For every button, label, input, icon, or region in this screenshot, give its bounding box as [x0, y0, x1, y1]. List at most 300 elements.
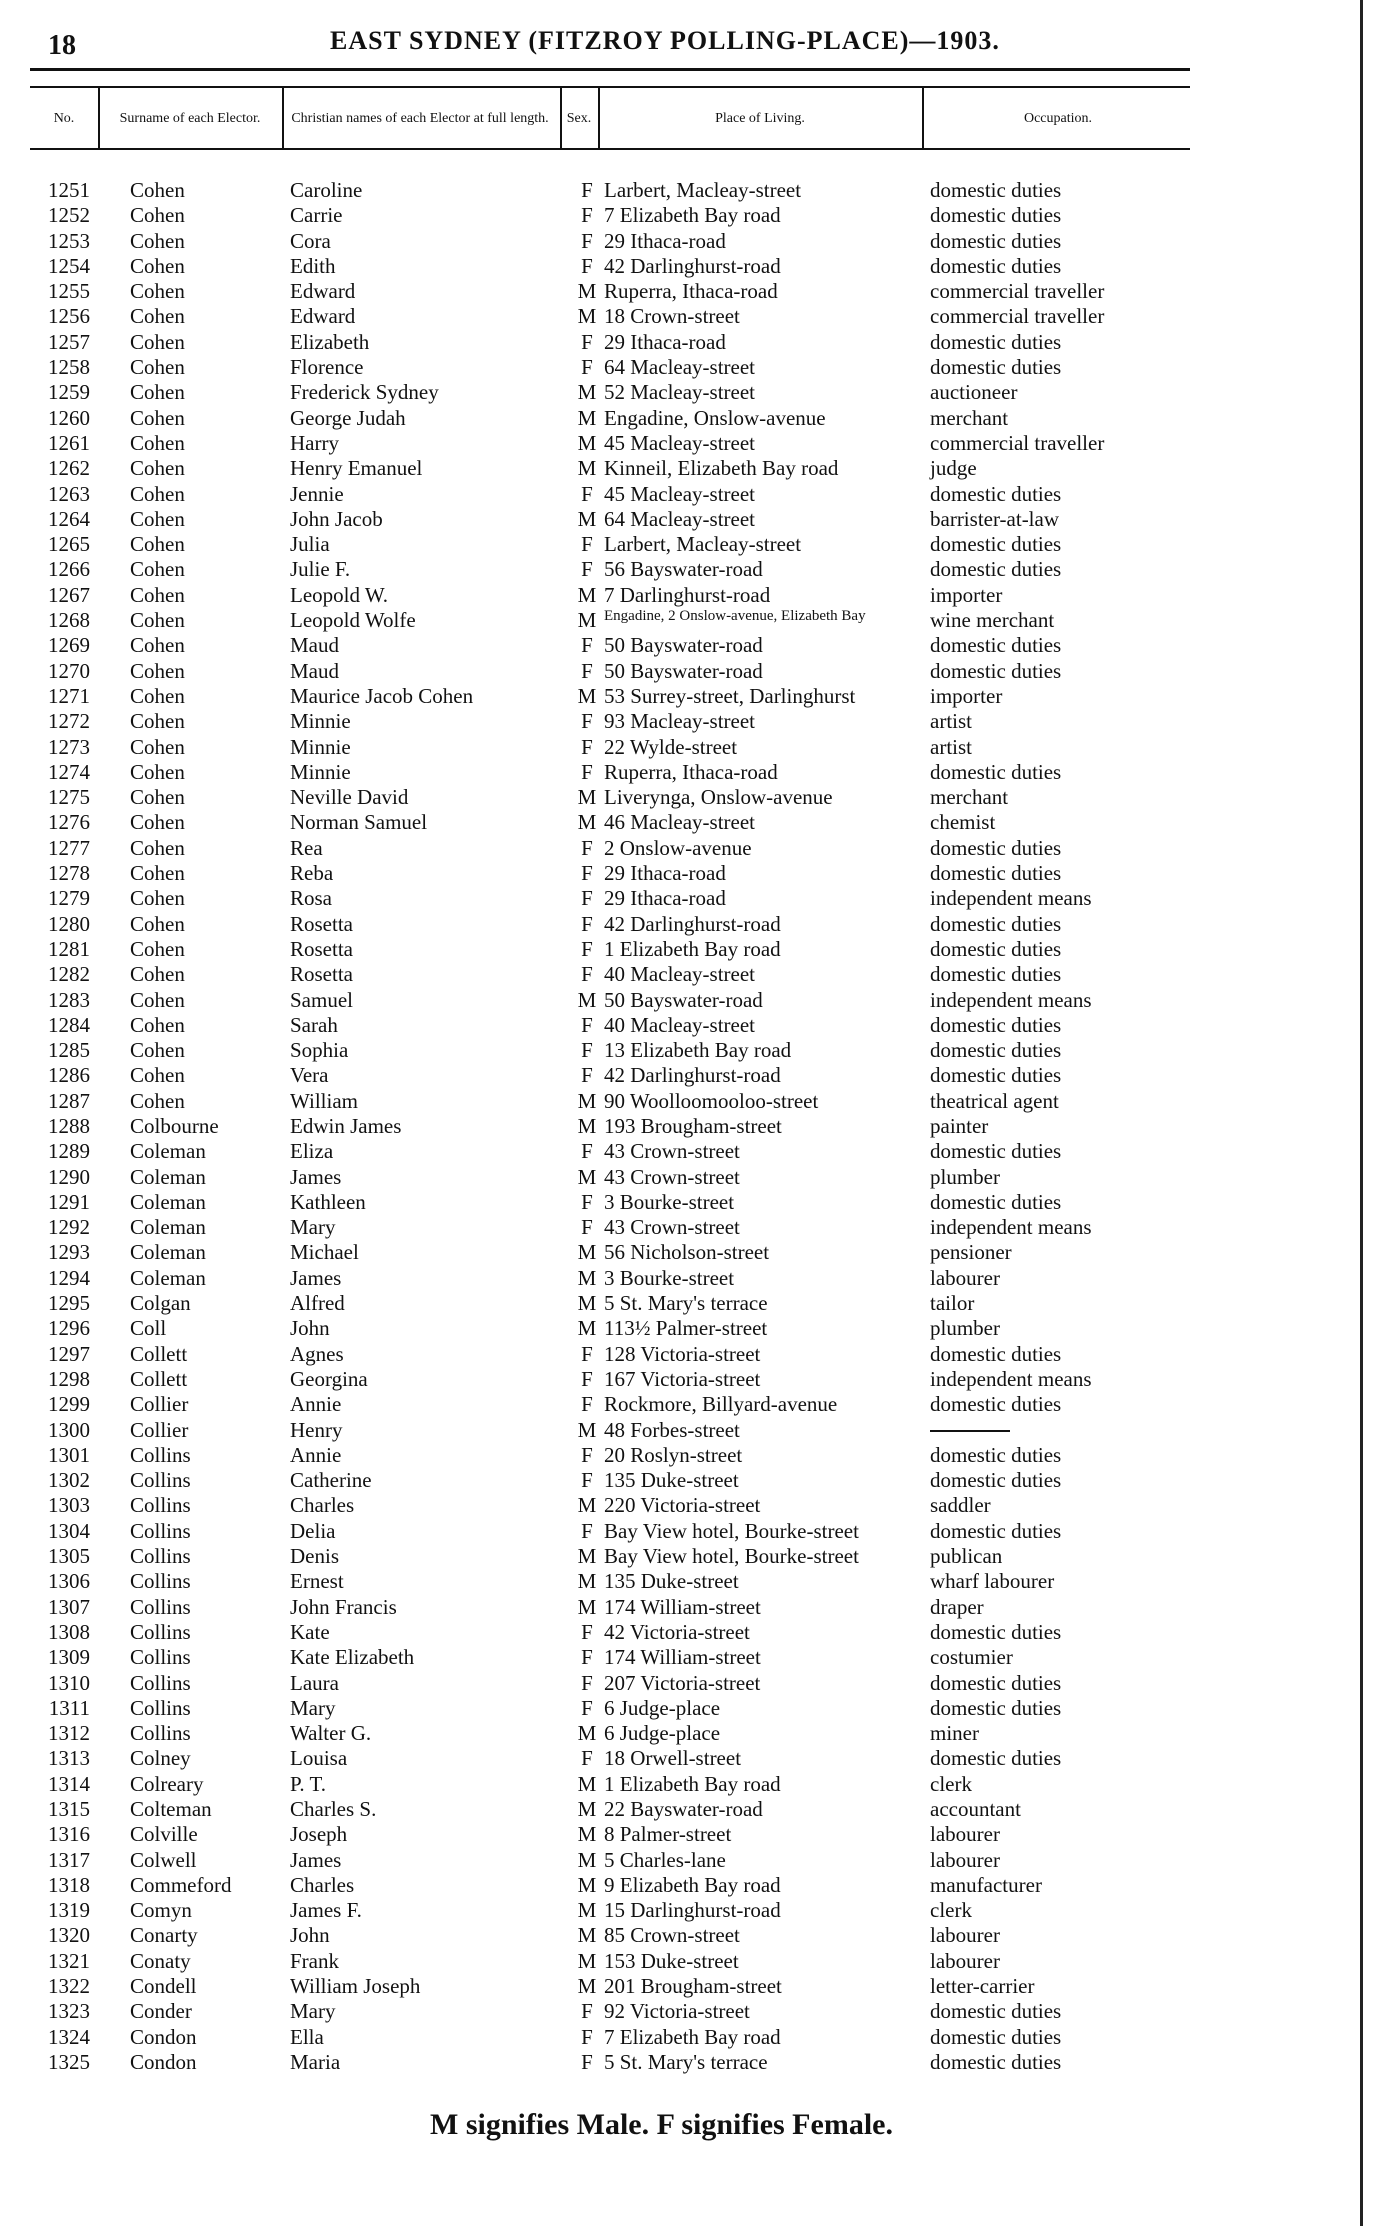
table-row	[30, 1923, 1190, 1948]
elector-sex: F	[581, 936, 593, 961]
elector-sex: M	[577, 582, 597, 607]
elector-place-of-living: Engadine, 2 Onslow-avenue, Elizabeth Bay	[604, 608, 866, 625]
elector-number: 1254	[48, 253, 90, 278]
elector-surname: Colney	[130, 1746, 191, 1771]
elector-place-of-living: 5 Charles-lane	[604, 1847, 726, 1872]
table-row	[30, 1114, 1190, 1139]
elector-christian-names: Annie	[290, 1442, 342, 1467]
elector-sex: M	[577, 279, 597, 304]
elector-place-of-living: 9 Elizabeth Bay road	[604, 1872, 781, 1897]
elector-number: 1273	[48, 734, 90, 759]
elector-surname: Collins	[130, 1695, 191, 1720]
elector-number: 1319	[48, 1898, 90, 1923]
elector-christian-names: Michael	[290, 1240, 359, 1265]
elector-surname: Colwell	[130, 1847, 197, 1872]
table-row	[30, 735, 1190, 760]
elector-surname: Colgan	[130, 1291, 191, 1316]
elector-number: 1321	[48, 1948, 90, 1973]
elector-occupation	[930, 1418, 1010, 1432]
elector-number: 1318	[48, 1872, 90, 1897]
elector-occupation: publican	[930, 1544, 1003, 1569]
elector-place-of-living: Larbert, Macleay-street	[604, 178, 802, 202]
elector-occupation: miner	[930, 1721, 979, 1746]
elector-christian-names: Julia	[290, 532, 330, 557]
table-row	[30, 229, 1190, 254]
elector-christian-names: Sarah	[290, 1012, 338, 1037]
table-row	[30, 1544, 1190, 1569]
table-row	[30, 1316, 1190, 1341]
elector-surname: Collett	[130, 1341, 188, 1366]
elector-number: 1285	[48, 1038, 90, 1063]
elector-sex: F	[581, 759, 593, 784]
elector-christian-names: Charles S.	[290, 1797, 377, 1821]
elector-surname: Coll	[130, 1316, 167, 1341]
elector-sex: M	[577, 1240, 597, 1265]
header-rule-bottom	[30, 148, 1190, 150]
elector-christian-names: James	[290, 1265, 342, 1290]
elector-surname: Cohen	[130, 557, 185, 582]
elector-christian-names: Rea	[290, 835, 323, 860]
elector-number: 1307	[48, 1594, 90, 1619]
elector-number: 1274	[48, 759, 90, 784]
table-row	[30, 1063, 1190, 1088]
table-row	[30, 1190, 1190, 1215]
table-row	[30, 684, 1190, 709]
elector-sex: M	[577, 456, 597, 481]
elector-christian-names: Edward	[290, 279, 356, 304]
elector-place-of-living: 18 Crown-street	[604, 304, 740, 329]
elector-christian-names: Henry	[290, 1417, 343, 1442]
elector-sex: F	[581, 1999, 593, 2024]
elector-place-of-living: 29 Ithaca-road	[604, 861, 726, 886]
elector-christian-names: Henry Emanuel	[290, 456, 423, 481]
elector-number: 1316	[48, 1822, 90, 1847]
table-row	[30, 1645, 1190, 1670]
elector-place-of-living: 113½ Palmer-street	[604, 1316, 768, 1341]
elector-occupation: domestic duties	[930, 2024, 1062, 2049]
elector-occupation: plumber	[930, 1164, 1000, 1189]
elector-sex: F	[581, 329, 593, 354]
elector-number: 1313	[48, 1746, 90, 1771]
elector-number: 1317	[48, 1847, 90, 1872]
elector-place-of-living: 93 Macleay-street	[604, 709, 756, 734]
elector-surname: Coleman	[130, 1164, 206, 1189]
elector-occupation: domestic duties	[930, 936, 1062, 961]
elector-surname: Cohen	[130, 987, 185, 1012]
elector-surname: Cohen	[130, 1012, 185, 1037]
elector-sex: F	[581, 658, 593, 683]
elector-surname: Cohen	[130, 253, 185, 278]
elector-place-of-living: Rockmore, Billyard-avenue	[604, 1392, 838, 1417]
elector-surname: Collins	[130, 1569, 191, 1594]
elector-occupation: domestic duties	[930, 633, 1062, 658]
elector-place-of-living: 43 Crown-street	[604, 1139, 740, 1164]
page-edge-mark	[1360, 0, 1363, 2226]
elector-surname: Cohen	[130, 810, 185, 835]
elector-number: 1296	[48, 1316, 90, 1341]
elector-number: 1258	[48, 355, 90, 380]
table-row	[30, 330, 1190, 355]
header-surname: Surname of each Elector.	[119, 110, 261, 126]
elector-number: 1270	[48, 658, 90, 683]
elector-occupation: wine merchant	[930, 608, 1055, 633]
elector-number: 1281	[48, 936, 90, 961]
table-row	[30, 254, 1190, 279]
elector-surname: Cohen	[130, 886, 185, 911]
elector-christian-names: Eliza	[290, 1139, 334, 1164]
elector-occupation: commercial traveller	[930, 304, 1105, 329]
elector-surname: Condon	[130, 2049, 197, 2074]
elector-place-of-living: 42 Darlinghurst-road	[604, 1063, 781, 1088]
elector-occupation: independent means	[930, 987, 1092, 1012]
table-row	[30, 482, 1190, 507]
elector-surname: Coleman	[130, 1139, 206, 1164]
table-row	[30, 557, 1190, 582]
elector-sex: M	[577, 1291, 597, 1316]
elector-occupation: domestic duties	[930, 2049, 1062, 2074]
table-row	[30, 962, 1190, 987]
table-row	[30, 431, 1190, 456]
table-row	[30, 1848, 1190, 1873]
elector-surname: Cohen	[130, 506, 185, 531]
table-row	[30, 203, 1190, 228]
elector-place-of-living: Liverynga, Onslow-avenue	[604, 785, 833, 810]
elector-occupation: auctioneer	[930, 380, 1018, 405]
elector-occupation: manufacturer	[930, 1872, 1042, 1897]
elector-sex: M	[577, 1721, 597, 1746]
elector-surname: Cohen	[130, 785, 185, 810]
elector-occupation: domestic duties	[930, 1038, 1062, 1063]
elector-place-of-living: 40 Macleay-street	[604, 962, 756, 987]
elector-number: 1268	[48, 608, 90, 633]
table-row	[30, 1215, 1190, 1240]
elector-occupation: domestic duties	[930, 203, 1062, 228]
elector-place-of-living: 3 Bourke-street	[604, 1265, 735, 1290]
table-row	[30, 456, 1190, 481]
table-row	[30, 304, 1190, 329]
elector-occupation: commercial traveller	[930, 430, 1105, 455]
elector-sex: F	[581, 1139, 593, 1164]
elector-surname: Cohen	[130, 279, 185, 304]
elector-sex: F	[581, 2049, 593, 2074]
elector-number: 1262	[48, 456, 90, 481]
elector-number: 1280	[48, 911, 90, 936]
table-row	[30, 1038, 1190, 1063]
elector-occupation: tailor	[930, 1291, 975, 1316]
elector-surname: Cohen	[130, 658, 185, 683]
elector-surname: Cohen	[130, 608, 185, 633]
elector-sex: F	[581, 861, 593, 886]
elector-surname: Coleman	[130, 1215, 206, 1240]
elector-occupation: labourer	[930, 1265, 1000, 1290]
elector-sex: F	[581, 633, 593, 658]
elector-sex: F	[581, 886, 593, 911]
table-row	[30, 279, 1190, 304]
elector-place-of-living: 43 Crown-street	[604, 1164, 740, 1189]
elector-occupation: pensioner	[930, 1240, 1012, 1265]
elector-occupation: theatrical agent	[930, 1088, 1059, 1113]
table-row	[30, 1519, 1190, 1544]
elector-surname: Cohen	[130, 911, 185, 936]
elector-place-of-living: 85 Crown-street	[604, 1923, 740, 1948]
elector-number: 1308	[48, 1619, 90, 1644]
header-occupation: Occupation.	[1023, 110, 1093, 126]
elector-sex: F	[581, 1645, 593, 1670]
elector-sex: F	[581, 734, 593, 759]
elector-sex: M	[577, 1771, 597, 1796]
table-row	[30, 1721, 1190, 1746]
elector-sex: F	[581, 1670, 593, 1695]
elector-sex: M	[577, 1923, 597, 1948]
elector-christian-names: Mary	[290, 1999, 336, 2024]
elector-place-of-living: 1 Elizabeth Bay road	[604, 1771, 781, 1796]
elector-surname: Collins	[130, 1468, 191, 1493]
elector-surname: Conaty	[130, 1948, 191, 1973]
elector-sex: M	[577, 1493, 597, 1518]
elector-occupation: domestic duties	[930, 532, 1062, 557]
elector-number: 1305	[48, 1544, 90, 1569]
elector-christian-names: Norman Samuel	[290, 810, 428, 835]
elector-sex: F	[581, 481, 593, 506]
header-sex: Sex.	[566, 110, 592, 126]
elector-place-of-living: Bay View hotel, Bourke-street	[604, 1544, 859, 1569]
page-title: EAST SYDNEY (FITZROY POLLING-PLACE)—1903.	[330, 26, 1000, 55]
elector-number: 1264	[48, 506, 90, 531]
elector-surname: Cohen	[130, 759, 185, 784]
elector-christian-names: Frank	[290, 1948, 339, 1973]
elector-number: 1293	[48, 1240, 90, 1265]
elector-christian-names: Louisa	[290, 1746, 348, 1771]
elector-sex: M	[577, 1417, 597, 1442]
elector-number: 1309	[48, 1645, 90, 1670]
table-row	[30, 1822, 1190, 1847]
elector-sex: F	[581, 1012, 593, 1037]
elector-occupation: labourer	[930, 1948, 1000, 1973]
elector-number: 1291	[48, 1189, 90, 1214]
elector-number: 1253	[48, 228, 90, 253]
elector-sex: M	[577, 1316, 597, 1341]
elector-number: 1297	[48, 1341, 90, 1366]
elector-christian-names: Vera	[290, 1063, 329, 1088]
elector-sex: M	[577, 1265, 597, 1290]
table-row	[30, 886, 1190, 911]
elector-sex: F	[581, 557, 593, 582]
elector-occupation: domestic duties	[930, 962, 1062, 987]
elector-christian-names: John Francis	[290, 1594, 397, 1619]
elector-sex: F	[581, 911, 593, 936]
elector-christian-names: Cora	[290, 228, 331, 253]
elector-list	[30, 178, 1190, 2075]
table-row	[30, 1974, 1190, 1999]
elector-occupation: saddler	[930, 1493, 991, 1518]
elector-christian-names: Reba	[290, 861, 334, 886]
elector-surname: Cohen	[130, 532, 185, 557]
elector-place-of-living: 56 Bayswater-road	[604, 557, 763, 582]
elector-sex: M	[577, 1113, 597, 1138]
table-row	[30, 1746, 1190, 1771]
table-row	[30, 1999, 1190, 2024]
table-row	[30, 861, 1190, 886]
elector-surname: Condell	[130, 1974, 197, 1999]
elector-place-of-living: 43 Crown-street	[604, 1215, 740, 1240]
table-row	[30, 380, 1190, 405]
elector-place-of-living: 18 Orwell-street	[604, 1746, 742, 1771]
table-row	[30, 1165, 1190, 1190]
elector-christian-names: Annie	[290, 1392, 342, 1417]
elector-sex: F	[581, 1392, 593, 1417]
elector-number: 1286	[48, 1063, 90, 1088]
table-row	[30, 1139, 1190, 1164]
elector-christian-names: Edwin James	[290, 1113, 402, 1138]
elector-occupation: importer	[930, 683, 1003, 708]
elector-place-of-living: 56 Nicholson-street	[604, 1240, 770, 1265]
elector-sex: F	[581, 253, 593, 278]
elector-number: 1251	[48, 178, 90, 202]
elector-number: 1260	[48, 405, 90, 430]
elector-occupation: accountant	[930, 1797, 1021, 1821]
header-place: Place of Living.	[715, 110, 805, 126]
elector-occupation: labourer	[930, 1822, 1000, 1847]
table-row	[30, 1569, 1190, 1594]
elector-occupation: labourer	[930, 1923, 1000, 1948]
elector-sex: M	[577, 1164, 597, 1189]
elector-sex: F	[581, 1468, 593, 1493]
table-row	[30, 760, 1190, 785]
elector-christian-names: Elizabeth	[290, 329, 370, 354]
elector-christian-names: William	[290, 1088, 358, 1113]
elector-number: 1263	[48, 481, 90, 506]
elector-occupation: independent means	[930, 1366, 1092, 1391]
elector-number: 1292	[48, 1215, 90, 1240]
elector-occupation: domestic duties	[930, 1695, 1062, 1720]
elector-number: 1266	[48, 557, 90, 582]
elector-sex: F	[581, 1063, 593, 1088]
table-row	[30, 912, 1190, 937]
table-row	[30, 810, 1190, 835]
elector-christian-names: Charles	[290, 1872, 355, 1897]
elector-sex: F	[581, 355, 593, 380]
elector-occupation: labourer	[930, 1847, 1000, 1872]
elector-occupation: letter-carrier	[930, 1974, 1035, 1999]
elector-place-of-living: 48 Forbes-street	[604, 1417, 740, 1442]
elector-christian-names: Jennie	[290, 481, 344, 506]
elector-place-of-living: 167 Victoria-street	[604, 1366, 761, 1391]
elector-occupation: domestic duties	[930, 1392, 1062, 1417]
elector-christian-names: John Jacob	[290, 506, 383, 531]
elector-surname: Cohen	[130, 582, 185, 607]
elector-surname: Coleman	[130, 1265, 206, 1290]
elector-place-of-living: 42 Victoria-street	[604, 1619, 750, 1644]
elector-occupation: domestic duties	[930, 1468, 1062, 1493]
elector-christian-names: John	[290, 1923, 330, 1948]
table-row	[30, 1772, 1190, 1797]
elector-occupation: clerk	[930, 1898, 972, 1923]
elector-sex: F	[581, 203, 593, 228]
elector-number: 1287	[48, 1088, 90, 1113]
elector-occupation: painter	[930, 1113, 989, 1138]
elector-number: 1290	[48, 1164, 90, 1189]
elector-surname: Collins	[130, 1721, 191, 1746]
elector-sex: F	[581, 2024, 593, 2049]
elector-place-of-living: 201 Brougham-street	[604, 1974, 782, 1999]
elector-place-of-living: 7 Darlinghurst-road	[604, 582, 771, 607]
elector-christian-names: James F.	[290, 1898, 362, 1923]
elector-occupation: domestic duties	[930, 1012, 1062, 1037]
elector-sex: F	[581, 178, 593, 202]
elector-number: 1256	[48, 304, 90, 329]
elector-number: 1289	[48, 1139, 90, 1164]
elector-christian-names: Charles	[290, 1493, 355, 1518]
elector-surname: Collins	[130, 1493, 191, 1518]
elector-surname: Cohen	[130, 633, 185, 658]
elector-number: 1288	[48, 1113, 90, 1138]
elector-place-of-living: 52 Macleay-street	[604, 380, 756, 405]
elector-surname: Cohen	[130, 709, 185, 734]
elector-christian-names: Kate Elizabeth	[290, 1645, 415, 1670]
table-row	[30, 1089, 1190, 1114]
elector-number: 1315	[48, 1797, 90, 1821]
elector-number: 1279	[48, 886, 90, 911]
table-header	[30, 88, 1190, 148]
elector-number: 1306	[48, 1569, 90, 1594]
elector-sex: F	[581, 1619, 593, 1644]
table-row	[30, 785, 1190, 810]
elector-occupation: independent means	[930, 886, 1092, 911]
elector-occupation: domestic duties	[930, 1442, 1062, 1467]
elector-place-of-living: 13 Elizabeth Bay road	[604, 1038, 792, 1063]
elector-place-of-living: 6 Judge-place	[604, 1695, 721, 1720]
elector-number: 1323	[48, 1999, 90, 2024]
elector-occupation: domestic duties	[930, 1619, 1062, 1644]
elector-surname: Cohen	[130, 329, 185, 354]
elector-christian-names: Kathleen	[290, 1189, 366, 1214]
elector-occupation: barrister-at-law	[930, 506, 1060, 531]
elector-christian-names: Leopold W.	[290, 582, 388, 607]
elector-number: 1282	[48, 962, 90, 987]
elector-sex: F	[581, 1695, 593, 1720]
elector-christian-names: Sophia	[290, 1038, 349, 1063]
elector-place-of-living: 42 Darlinghurst-road	[604, 911, 781, 936]
elector-sex: F	[581, 1038, 593, 1063]
elector-number: 1294	[48, 1265, 90, 1290]
elector-christian-names: James	[290, 1847, 342, 1872]
elector-number: 1302	[48, 1468, 90, 1493]
elector-occupation: domestic duties	[930, 1518, 1062, 1543]
elector-occupation: commercial traveller	[930, 279, 1105, 304]
elector-number: 1298	[48, 1366, 90, 1391]
elector-place-of-living: Bay View hotel, Bourke-street	[604, 1518, 859, 1543]
elector-surname: Conarty	[130, 1923, 198, 1948]
elector-christian-names: Catherine	[290, 1468, 372, 1493]
elector-sex: M	[577, 810, 597, 835]
table-row	[30, 1240, 1190, 1265]
elector-christian-names: Minnie	[290, 759, 351, 784]
elector-place-of-living: 22 Bayswater-road	[604, 1797, 763, 1821]
elector-number: 1325	[48, 2049, 90, 2074]
elector-place-of-living: 193 Brougham-street	[604, 1113, 782, 1138]
elector-sex: M	[577, 1974, 597, 1999]
table-row	[30, 1468, 1190, 1493]
elector-number: 1283	[48, 987, 90, 1012]
elector-number: 1295	[48, 1291, 90, 1316]
elector-sex: M	[577, 1569, 597, 1594]
elector-surname: Collier	[130, 1417, 189, 1442]
elector-sex: M	[577, 1898, 597, 1923]
elector-number: 1269	[48, 633, 90, 658]
elector-surname: Commeford	[130, 1872, 232, 1897]
elector-christian-names: John	[290, 1316, 330, 1341]
table-row	[30, 1291, 1190, 1316]
